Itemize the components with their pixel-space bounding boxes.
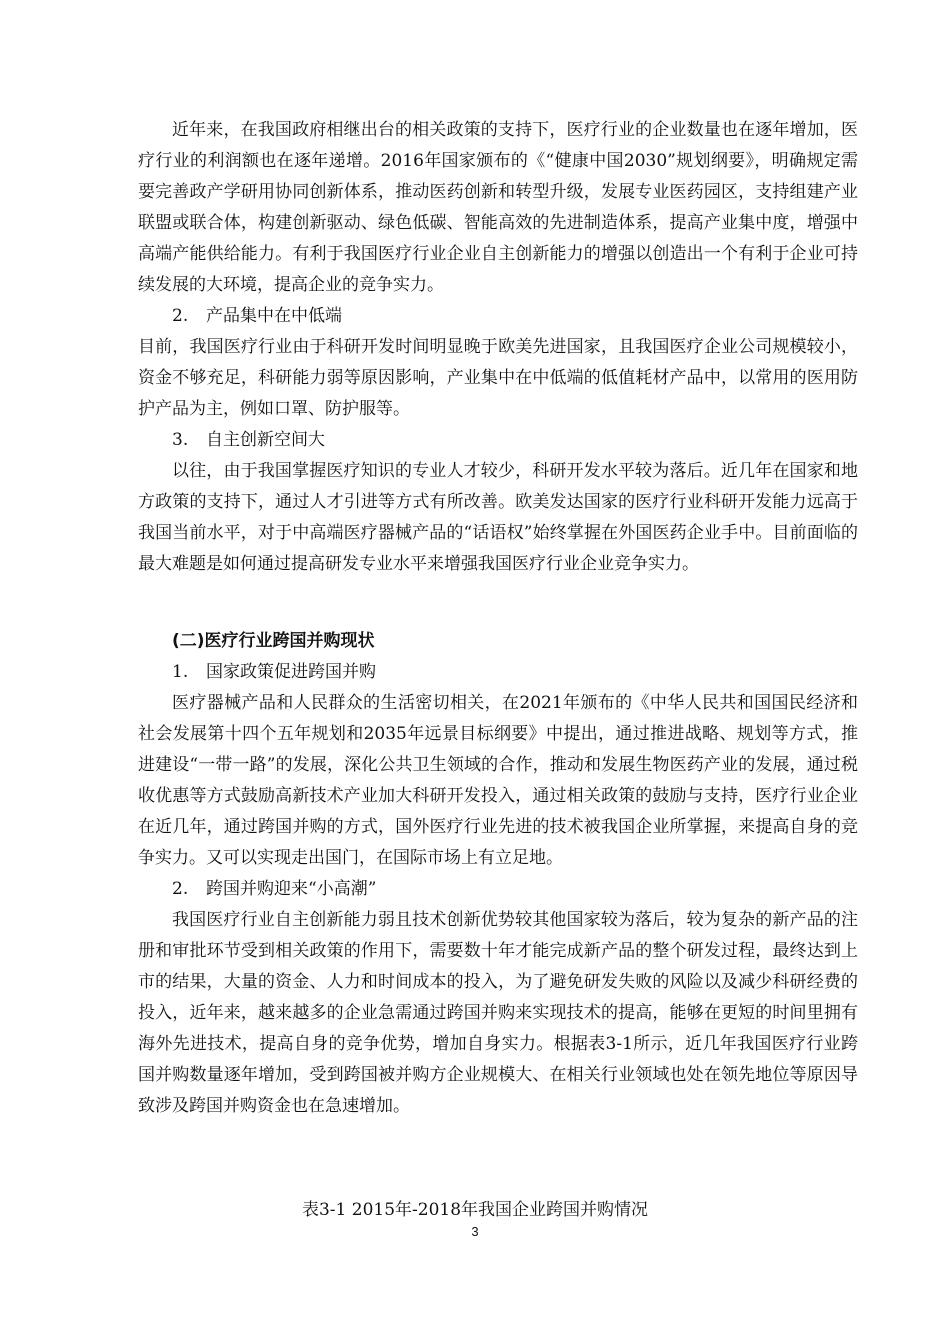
list-item-national-policy <box>138 657 858 688</box>
table-caption: 表3-1 2015年-2018年我国企业跨国并购情况 <box>301 1200 649 1220</box>
paragraph-national-policy: 医疗器械产品和人民群众的生活密切相关，在2021年颁布的《中华人民共和国国民经济和社会发展第十四个五年规划和2035年远景目标纲要》中提出，通过推进战略、规划等方式，推进建设“一带一路”的发展，深化公共卫生领域的合作，推动和发展生物医药产业的发展，通过税收优惠等方式鼓励高新技术产业加大科研开发投入，通过相关政策的鼓励与支持，医疗行业企业在近几年，通过跨国并购的方式，国外医疗行业先进的技术被我国企业所掌握，来提高自身的竞争实力。又可以实现走出国门，在国际市场上有立足地。 <box>138 693 858 868</box>
list-number: 3. <box>172 430 189 450</box>
list-number: 1. <box>172 662 189 682</box>
list-label: 自主创新空间大 <box>206 430 325 450</box>
list-item-low-end-products <box>138 301 858 332</box>
paragraph-merger-wave: 我国医疗行业自主创新能力弱且技术创新优势较其他国家较为落后，较为复杂的新产品的注册和审批环节受到相关政策的作用下，需要数十年才能完成新产品的整个研发过程，最终达到上市的结果，大量的资金、人力和时间成本的投入，为了避免研发失败的风险以及减少科研经费的投入，近年来，越来越多的企业急需通过跨国并购来实现技术的提高，能够在更短的时间里拥有海外先进技术，提高自身的竞争优势，增加自身实力。根据表3-1所示，近几年我国医疗行业跨国并购数量逐年增加，受到跨国被并购方企业规模大、在相关行业领域也处在领先地位等原因导致涉及跨国并购资金也在急速增加。 <box>138 910 858 1116</box>
list-item-innovation-space <box>138 425 858 456</box>
paragraph-innovation: 以往，由于我国掌握医疗知识的专业人才较少，科研开发水平较为落后。近几年在国家和地方政策的支持下，通过人才引进等方式有所改善。欧美发达国家的医疗行业科研开发能力远高于我国当前水平，对于中高端医疗器械产品的“话语权”始终掌握在外国医药企业手中。目前面临的最大难题是如何通过提高研发专业水平来增强我国医疗行业企业竞争实力。 <box>138 461 858 574</box>
list-number: 2. <box>172 879 189 899</box>
section-heading: (二)医疗行业跨国并购现状 <box>172 631 375 651</box>
page-number: 3 <box>471 1224 479 1239</box>
list-label: 产品集中在中低端 <box>206 306 342 326</box>
body-text-top <box>138 115 858 580</box>
list-item-merger-wave <box>138 874 858 905</box>
paragraph-policy-support: 近年来，在我国政府相继出台的相关政策的支持下，医疗行业的企业数量也在逐年增加，医疗行业的利润额也在逐年递增。2016年国家颁布的《“健康中国2030”规划纲要》，明确规定需要完善政产学研用协同创新体系，推动医药创新和转型升级，发展专业医药园区，支持组建产业联盟或联合体，构建创新驱动、绿色低碳、智能高效的先进制造体系，提高产业集中度，增强中高端产能供给能力。有利于我国医疗行业企业自主创新能力的增强以创造出一个有利于企业可持续发展的大环境，提高企业的竞争实力。 <box>138 120 858 295</box>
paragraph-low-end: 目前，我国医疗行业由于科研开发时间明显晚于欧美先进国家，且我国医疗企业公司规模较小，资金不够充足，科研能力弱等原因影响，产业集中在中低端的低值耗材产品中，以常用的医用防护产品为主，例如口罩、防护服等。 <box>138 337 858 419</box>
list-label: 跨国并购迎来“小高潮” <box>206 879 377 899</box>
body-text-bottom <box>138 626 858 1122</box>
list-label: 国家政策促进跨国并购 <box>206 662 376 682</box>
list-number: 2. <box>172 306 189 326</box>
